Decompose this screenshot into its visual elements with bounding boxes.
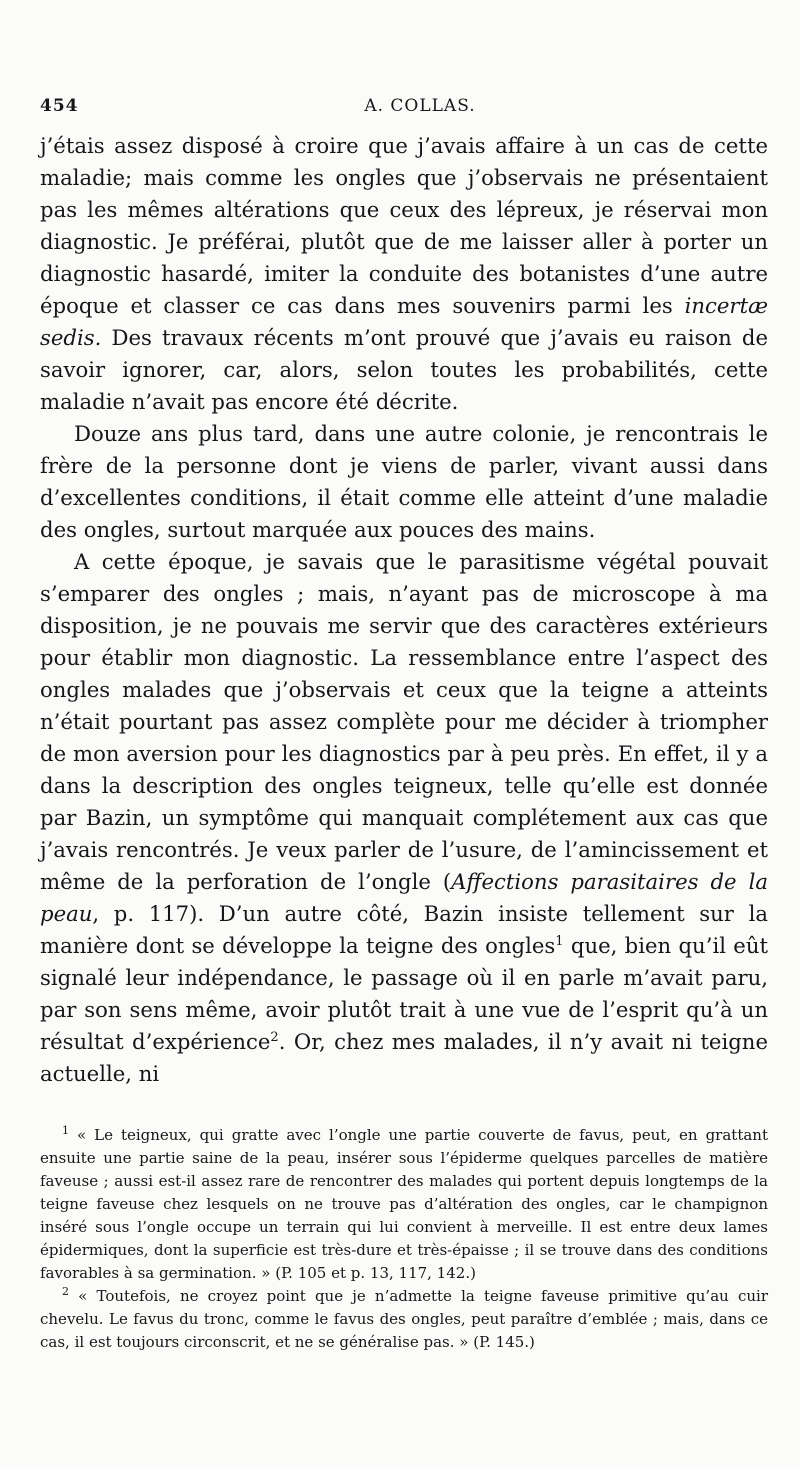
footnote-2-mark: 2 bbox=[62, 1285, 69, 1298]
footnote-1 bbox=[40, 1124, 768, 1285]
paragraph-2: Douze ans plus tard, dans une autre colonie, je rencontrais le frère de la personne dont je viens de parler, vivant aussi dans d’excellentes conditions, il était comme elle atteint d’une maladie des ongles, surtout marquée aux pouces des mains. bbox=[40, 421, 768, 542]
paragraph-3-text-b: , p. 117). D’un autre côté, Bazin insiste tellement sur la manière dont se développe la teigne des ongles bbox=[40, 901, 768, 958]
footnote-ref-1: 1 bbox=[555, 933, 564, 949]
paragraph-3-italic: Affections parasitaires de la peau bbox=[40, 869, 768, 926]
paragraph-1-text-b: Des travaux récents m’ont prouvé que j’avais eu raison de savoir ignorer, car, alors, selon toutes les probabilités, cette maladie n’avait pas encore été décrite. bbox=[40, 325, 768, 414]
footnote-1-text: « Le teigneux, qui gratte avec l’ongle une partie couverte de favus, peut, en grattant ensuite une partie saine de la peau, insérer sous l’épiderme quelques parcelles de matière faveuse ; aussi est-il assez rare de rencontrer des malades qui portent depuis longtemps de la teigne faveuse chez lesquels on ne trouve pas d’altération des ongles, car le champignon inséré sous l’ongle occupe un terrain qui lui convient à merveille. Il est entre deux lames épidermiques, dont la superficie est très-dure et très-épaisse ; il se trouve dans des conditions favorables à sa germination. » (P. 105 et p. 13, 117, 142.) bbox=[40, 1126, 768, 1282]
footnotes bbox=[40, 1124, 768, 1354]
page-number: 454 bbox=[40, 96, 79, 116]
footnote-2-text: « Toutefois, ne croyez point que je n’admette la teigne faveuse primitive qu’au cuir chevelu. Le favus du tronc, comme le favus des ongles, peut paraître d’emblée ; mais, dans ce cas, il est toujours circonscrit, et ne se généralise pas. » (P. 145.) bbox=[40, 1287, 768, 1351]
running-head: A. COLLAS. bbox=[364, 96, 476, 116]
paragraph-3-text-a: A cette époque, je savais que le parasitisme végétal pouvait s’emparer des ongles ; mais, n’ayant pas de microscope à ma disposition, je ne pouvais me servir que des caractères extérieurs pour établir mon diagnostic. La ressemblance entre l’aspect des ongles malades que j’observais et ceux que la teigne a atteints n’était pourtant pas assez complète pour me décider à triompher de mon aversion pour les diagnostics par à peu près. En effet, il y a dans la description des ongles teigneux, telle qu’elle est donnée par Bazin, un symptôme qui manquait complétement aux cas que j’avais rencontrés. Je veux parler de l’usure, de l’amincissement et même de la perforation de l’ongle ( bbox=[40, 549, 768, 894]
paragraph-1 bbox=[40, 130, 768, 418]
paragraph-1-text-a: j’étais assez disposé à croire que j’avais affaire à un cas de cette maladie; mais comme les ongles que j’observais ne présentaient pas les mêmes altérations que ceux des lépreux, je réservai mon diagnostic. Je préférai, plutôt que de me laisser aller à porter un diagnostic hasardé, imiter la conduite des botanistes d’une autre époque et classer ce cas dans mes souvenirs parmi les bbox=[40, 133, 768, 318]
footnote-ref-2: 2 bbox=[270, 1029, 279, 1045]
paragraph-3-text-d: . Or, chez mes malades, il n’y avait ni teigne actuelle, ni bbox=[40, 1029, 768, 1086]
main-text bbox=[40, 130, 768, 1090]
paragraph-3-text-c: que, bien qu’il eût signalé leur indépendance, le passage où il en parle m’avait paru, par son sens même, avoir plutôt trait à une vue de l’esprit qu’à un résultat d’expérience bbox=[40, 933, 768, 1054]
footnote-1-mark: 1 bbox=[62, 1124, 69, 1137]
footnote-2 bbox=[40, 1285, 768, 1354]
page-header bbox=[40, 96, 770, 124]
paragraph-1-italic: incertæ sedis. bbox=[40, 293, 768, 350]
paragraph-3 bbox=[40, 546, 768, 1090]
